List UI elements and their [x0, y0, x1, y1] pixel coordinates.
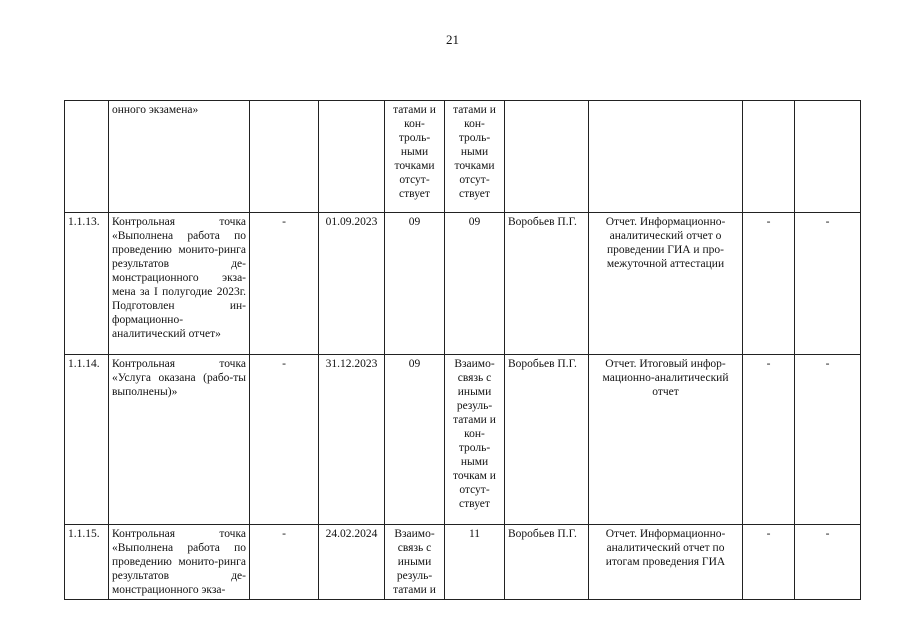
extra-col-2: -	[795, 355, 861, 525]
task-description: Контрольная точка «Выполнена работа по проведению монито-ринга результатов де-монстрационного экза-	[109, 525, 250, 600]
end-date: 31.12.2023	[319, 355, 385, 525]
predecessor: татами и кон- троль- ными точками отсут- ствует	[385, 101, 445, 213]
executor: Воробьев П.Г.	[505, 213, 589, 355]
page-number: 21	[446, 32, 459, 47]
plan-table	[64, 100, 861, 600]
row-number: 1.1.13.	[65, 213, 109, 355]
start-date: -	[250, 355, 319, 525]
start-date: -	[250, 213, 319, 355]
task-description: Контрольная точка «Выполнена работа по проведению монито-ринга результатов де-монстрационного экза-мена за I полугодие 2023г. Подготовлен ин-формационно-аналитический отчет»	[109, 213, 250, 355]
end-date	[319, 101, 385, 213]
extra-col-1: -	[743, 355, 795, 525]
row-number: 1.1.15.	[65, 525, 109, 600]
result-document: Отчет. Итоговый инфор-мационно-аналитический отчет	[589, 355, 743, 525]
end-date: 24.02.2024	[319, 525, 385, 600]
successor: 09	[445, 213, 505, 355]
result-document: Отчет. Информационно-аналитический отчет о проведении ГИА и про-межуточной аттестации	[589, 213, 743, 355]
successor: Взаимо- связь с иными резуль- татами и кон- троль- ными точкам и отсут- ствует	[445, 355, 505, 525]
extra-col-1: -	[743, 213, 795, 355]
executor: Воробьев П.Г.	[505, 525, 589, 600]
predecessor: 09	[385, 213, 445, 355]
extra-col-1	[743, 101, 795, 213]
executor	[505, 101, 589, 213]
start-date: -	[250, 525, 319, 600]
row-number	[65, 101, 109, 213]
extra-col-2	[795, 101, 861, 213]
successor: татами и кон- троль- ными точками отсут- ствует	[445, 101, 505, 213]
extra-col-2: -	[795, 213, 861, 355]
predecessor: 09	[385, 355, 445, 525]
extra-col-1: -	[743, 525, 795, 600]
successor: 11	[445, 525, 505, 600]
result-document: Отчет. Информационно-аналитический отчет по итогам проведения ГИА	[589, 525, 743, 600]
start-date	[250, 101, 319, 213]
end-date: 01.09.2023	[319, 213, 385, 355]
task-description: онного экзамена»	[109, 101, 250, 213]
task-description: Контрольная точка «Услуга оказана (рабо-ты выполнены)»	[109, 355, 250, 525]
result-document	[589, 101, 743, 213]
row-number: 1.1.14.	[65, 355, 109, 525]
executor: Воробьев П.Г.	[505, 355, 589, 525]
predecessor: Взаимо- связь с иными резуль- татами и	[385, 525, 445, 600]
table-row	[65, 101, 861, 213]
extra-col-2: -	[795, 525, 861, 600]
table-row	[65, 213, 861, 355]
table-row	[65, 355, 861, 525]
table-row	[65, 525, 861, 600]
